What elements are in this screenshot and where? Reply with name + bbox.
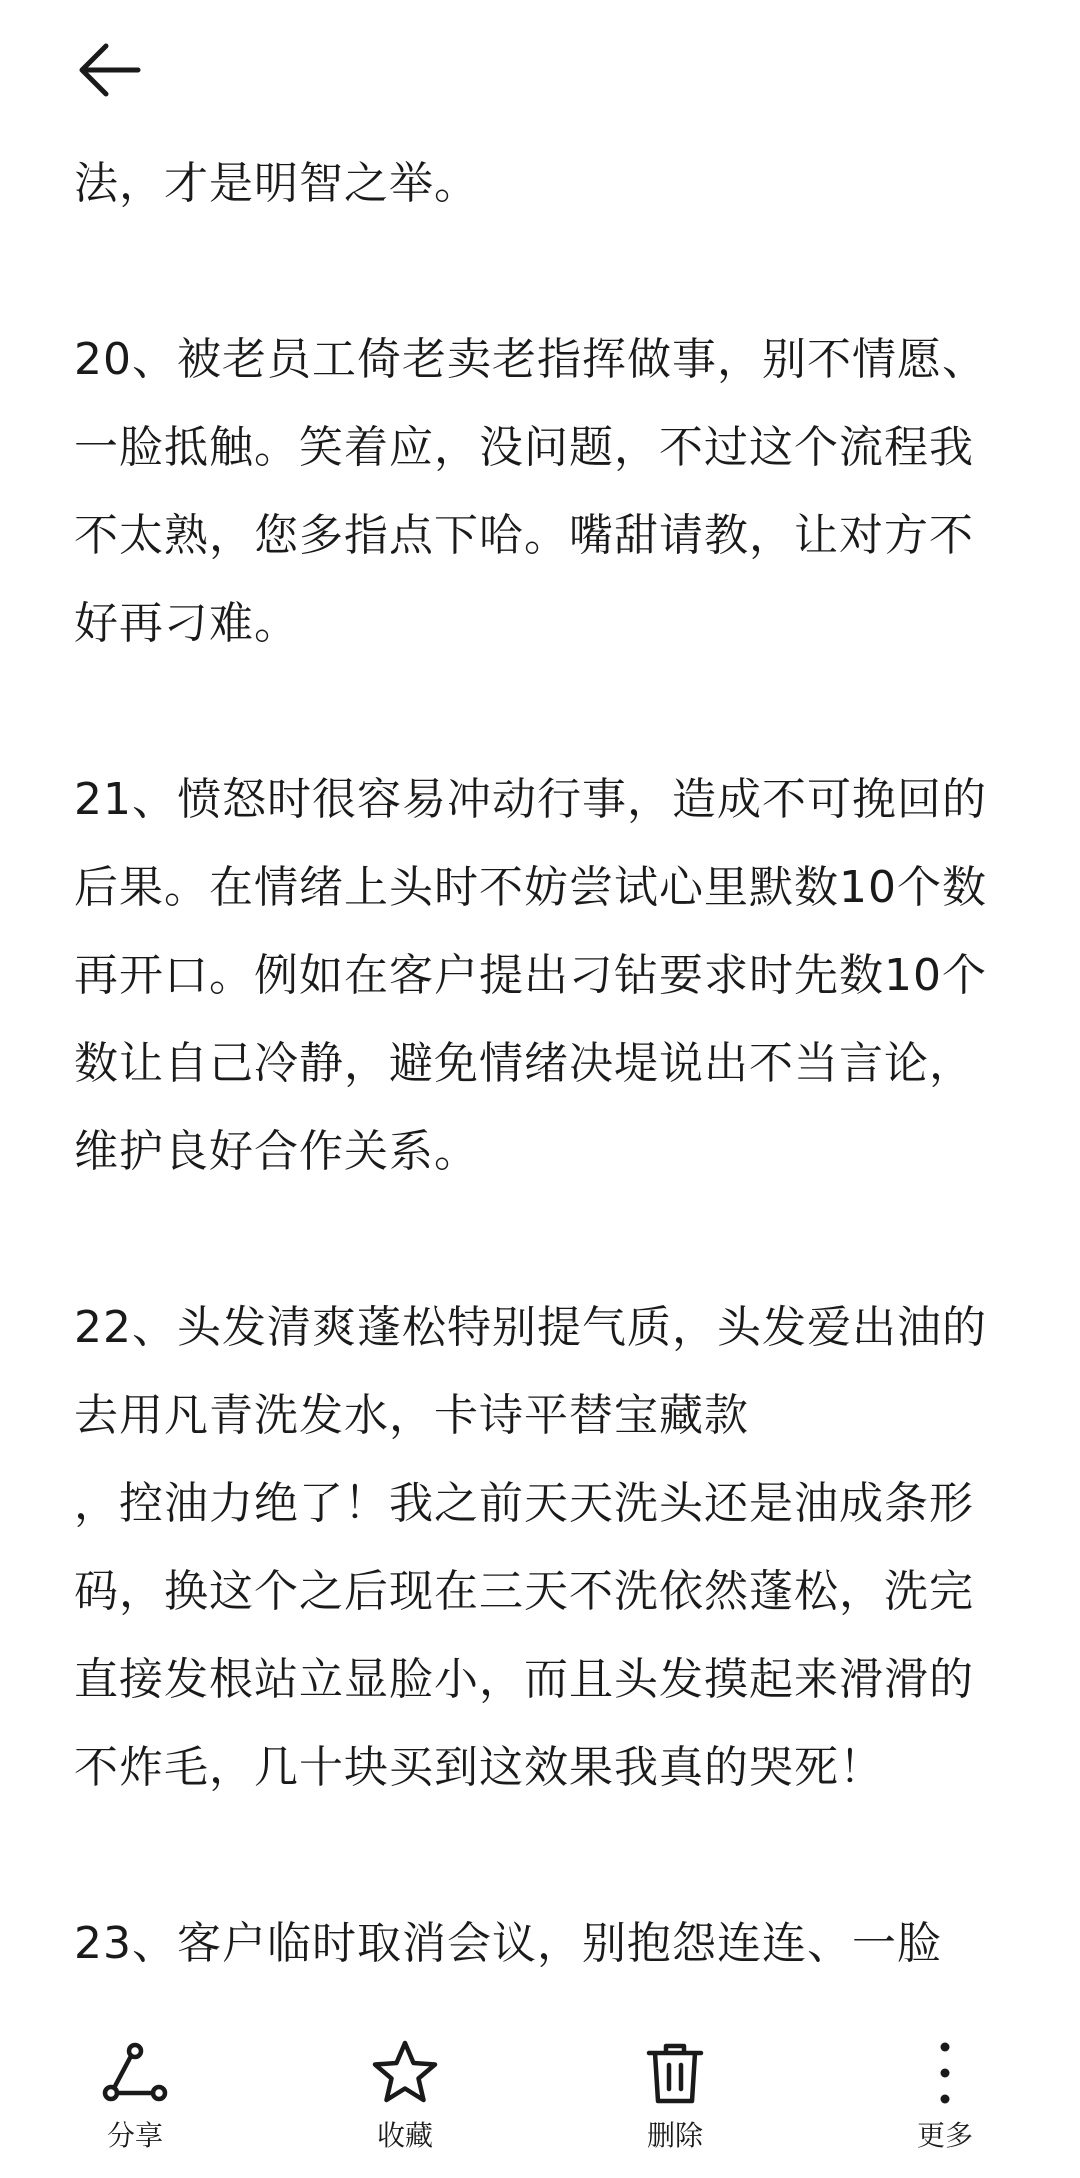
trash-icon (639, 2037, 711, 2109)
paragraph-21: 21、愤怒时很容易冲动行事，造成不可挽回的后果。在情绪上头时不妨尝试心里默数10个数再开口。例如在客户提出刁钻要求时先数10个数让自己冷静，避免情绪决堤说出不当言论，维护良好合作关系。 (74, 774, 987, 1177)
favorite-label: 收藏 (376, 2119, 433, 2152)
more-vertical-icon (909, 2037, 981, 2109)
more-button[interactable] (845, 2025, 1045, 2153)
star-icon (369, 2037, 441, 2109)
share-icon (99, 2037, 171, 2109)
paragraph-gap (74, 1812, 1014, 1900)
share-button[interactable] (35, 2025, 235, 2153)
paragraph-gap (74, 228, 1014, 316)
article-content[interactable] (74, 140, 1014, 2025)
paragraph-gap (74, 1196, 1014, 1284)
paragraph-fragment: 法，才是明智之举。 (74, 158, 479, 209)
more-label: 更多 (916, 2119, 973, 2152)
content-fade (0, 1980, 1080, 2026)
favorite-button[interactable] (305, 2025, 505, 2153)
paragraph-22: 22、头发清爽蓬松特别提气质，头发爱出油的去用凡青洗发水，卡诗平替宝藏款 ，控油力绝了！我之前天天洗头还是油成条形码，换这个之后现在三天不洗依然蓬松，洗完直接发根站立显脸小，而且头发摸起来滑滑的不炸毛，几十块买到这效果我真的哭死！ (74, 1302, 987, 1793)
bottom-action-bar (0, 2025, 1080, 2178)
arrow-left-icon (72, 34, 144, 106)
back-button[interactable] (60, 22, 156, 118)
share-label: 分享 (106, 2119, 163, 2152)
delete-button[interactable] (575, 2025, 775, 2153)
top-bar (0, 0, 1080, 140)
paragraph-23: 23、客户临时取消会议，别抱怨连连、一脸 (74, 1918, 942, 1969)
paragraph-gap (74, 668, 1014, 756)
delete-label: 删除 (646, 2119, 703, 2152)
paragraph-20: 20、被老员工倚老卖老指挥做事，别不情愿、一脸抵触。笑着应，没问题，不过这个流程我不太熟，您多指点下哈。嘴甜请教，让对方不好再刁难。 (74, 334, 987, 649)
